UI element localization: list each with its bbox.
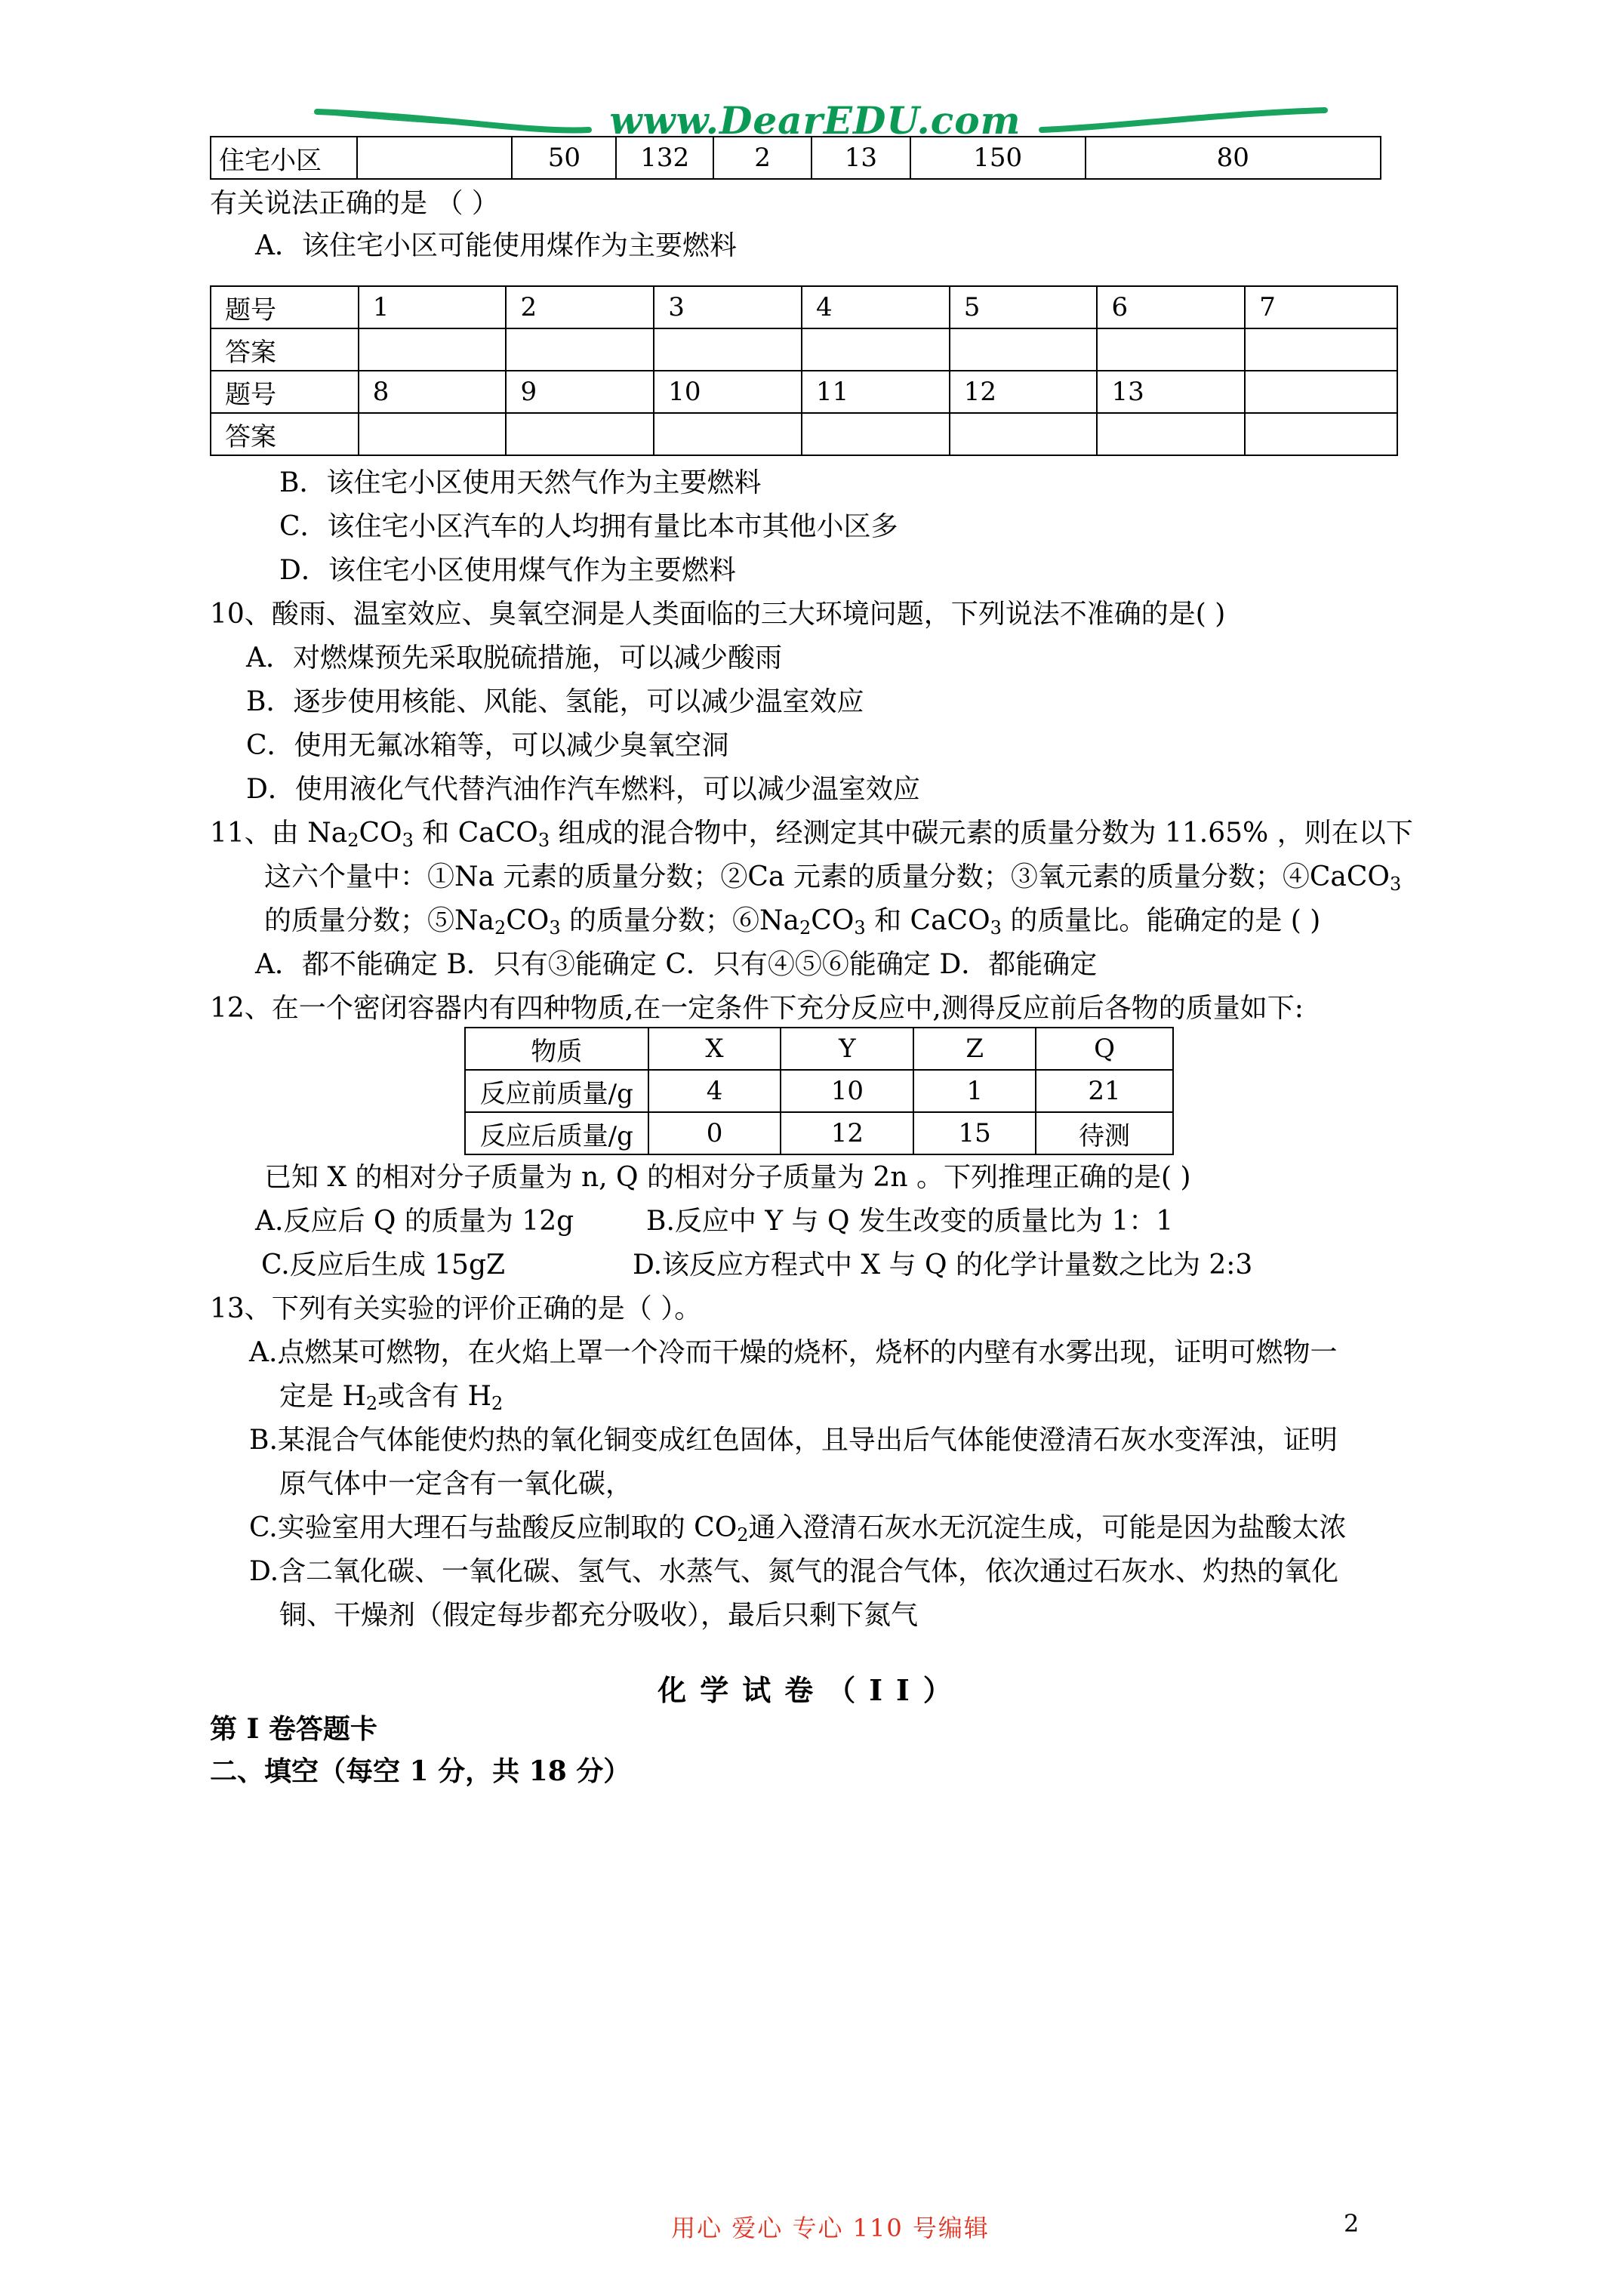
answer-cell[interactable] xyxy=(359,328,507,371)
table-cell: 12 xyxy=(950,371,1098,413)
q11-line-2: 这六个量中：①Na 元素的质量分数；②Ca 元素的质量分数；③氧元素的质量分数；④CaCO$_3$ xyxy=(264,861,1402,895)
table-cell: 0 xyxy=(648,1112,781,1154)
answer-card-heading: 第 I 卷答题卡 xyxy=(210,1713,377,1745)
footer-text: 用心 爱心 专心 110 号编辑 xyxy=(671,2214,990,2242)
table-cell: 21 xyxy=(1036,1070,1173,1112)
answer-cell[interactable] xyxy=(1097,413,1245,455)
table-cell: 10 xyxy=(781,1070,913,1112)
q12-stem: 12、在一个密闭容器内有四种物质,在一定条件下充分反应中,测得反应前后各物的质量如下: xyxy=(210,993,1304,1024)
table-cell: 2 xyxy=(713,137,812,179)
table-cell: 15 xyxy=(913,1112,1036,1154)
table-cell: 答案 xyxy=(211,413,359,455)
q12-option-c: C.反应后生成 15gZ xyxy=(261,1250,506,1281)
answer-cell[interactable] xyxy=(950,413,1098,455)
answer-cell[interactable] xyxy=(654,413,802,455)
table-cell: 80 xyxy=(1086,137,1381,179)
table-cell: 150 xyxy=(910,137,1086,179)
table-cell: 9 xyxy=(506,371,654,413)
fill-in-heading: 二、填空（每空 1 分，共 18 分） xyxy=(210,1755,631,1787)
table-cell: Y xyxy=(781,1028,913,1070)
table-cell: 反应前质量/g xyxy=(465,1070,648,1112)
table-cell: 10 xyxy=(654,371,802,413)
table-cell: 1 xyxy=(913,1070,1036,1112)
q13-stem: 13、下列有关实验的评价正确的是（ ）。 xyxy=(210,1293,702,1324)
q13-option-d-line2: 铜、干燥剂（假定每步都充分吸收），最后只剩下氮气 xyxy=(279,1600,919,1631)
table-cell: 132 xyxy=(616,137,713,179)
table-cell: 50 xyxy=(512,137,616,179)
q13-option-c: C.实验室用大理石与盐酸反应制取的 $CO_2$通入澄清石灰水无沉淀生成，可能是因为盐酸太浓 xyxy=(249,1512,1347,1546)
answer-cell[interactable] xyxy=(950,328,1098,371)
answer-cell[interactable] xyxy=(506,413,654,455)
q9-option-c: C．该住宅小区汽车的人均拥有量比本市其他小区多 xyxy=(279,511,898,542)
q11-line-1: 11、由 $Na_2CO_3$ 和 CaCO$_3$ 组成的混合物中，经测定其中碳元素的质量分数为 11.65% ，则在以下 xyxy=(210,818,1413,851)
table-cell: 5 xyxy=(950,286,1098,328)
table-cell: 1 xyxy=(359,286,507,328)
answer-cell[interactable] xyxy=(802,328,950,371)
table-cell: 题号 xyxy=(211,371,359,413)
answer-cell[interactable] xyxy=(1097,328,1245,371)
residential-data-row xyxy=(210,136,1381,180)
q9-option-b: B．该住宅小区使用天然气作为主要燃料 xyxy=(279,467,762,498)
q12-known: 已知 X 的相对分子质量为 n, Q 的相对分子质量为 2n 。下列推理正确的是( ) xyxy=(264,1162,1191,1193)
table-cell: 13 xyxy=(1097,371,1245,413)
table-cell xyxy=(357,137,513,179)
q12-option-b: B.反应中 Y 与 Q 发生改变的质量比为 1：1 xyxy=(646,1206,1174,1237)
answer-cell[interactable] xyxy=(359,413,507,455)
table-cell: 答案 xyxy=(211,328,359,371)
table-cell: 2 xyxy=(506,286,654,328)
table-cell: 7 xyxy=(1245,286,1397,328)
q12-option-d: D.该反应方程式中 X 与 Q 的化学计量数之比为 2:3 xyxy=(633,1250,1253,1281)
q10-option-c: C．使用无氟冰箱等，可以减少臭氧空洞 xyxy=(246,730,729,761)
answer-cell[interactable] xyxy=(1245,328,1397,371)
answer-cell[interactable] xyxy=(1245,413,1397,455)
answer-cell[interactable] xyxy=(654,328,802,371)
q10-option-b: B．逐步使用核能、风能、氢能，可以减少温室效应 xyxy=(246,686,864,717)
q13-option-b-line1: B.某混合气体能使灼热的氧化铜变成红色固体，且导出后气体能使澄清石灰水变浑浊，证明 xyxy=(249,1425,1338,1456)
table-cell: Q xyxy=(1036,1028,1173,1070)
table-cell: 待测 xyxy=(1036,1112,1173,1154)
q13-option-d-line1: D.含二氧化碳、一氧化碳、氢气、水蒸气、氮气的混合气体，依次通过石灰水、灼热的氧化 xyxy=(249,1556,1339,1587)
q13-option-b-line2: 原气体中一定含有一氧化碳， xyxy=(279,1469,633,1499)
table-cell: 题号 xyxy=(211,286,359,328)
table-cell: Z xyxy=(913,1028,1036,1070)
q10-stem: 10、酸雨、温室效应、臭氧空洞是人类面临的三大环境问题，下列说法不准确的是( ) xyxy=(210,599,1226,630)
answer-cell[interactable] xyxy=(506,328,654,371)
page-number: 2 xyxy=(1344,2209,1360,2238)
table-cell: 12 xyxy=(781,1112,913,1154)
q11-line-3: 的质量分数；$⑤Na_2CO_3$ 的质量分数；$⑥Na_2CO_3$ 和 CaCO$_3$ 的质量比。能确定的是 ( ) xyxy=(264,905,1321,938)
table-cell: 13 xyxy=(812,137,910,179)
table-cell: 3 xyxy=(654,286,802,328)
answer-sheet-table xyxy=(210,285,1398,456)
table-cell: 6 xyxy=(1097,286,1245,328)
table-cell: X xyxy=(648,1028,781,1070)
table-cell: 物质 xyxy=(465,1028,648,1070)
answer-cell[interactable] xyxy=(802,413,950,455)
q12-option-a: A.反应后 Q 的质量为 12g xyxy=(255,1206,574,1237)
q13-option-a-line1: A.点燃某可燃物，在火焰上罩一个冷而干燥的烧杯，烧杯的内壁有水雾出现，证明可燃物一 xyxy=(249,1337,1338,1368)
table-cell: 8 xyxy=(359,371,507,413)
q10-option-a: A．对燃煤预先采取脱硫措施，可以减少酸雨 xyxy=(246,643,782,673)
q10-option-d: D．使用液化气代替汽油作汽车燃料，可以减少温室效应 xyxy=(246,774,920,805)
table-cell: 11 xyxy=(802,371,950,413)
table-cell: 4 xyxy=(648,1070,781,1112)
table-cell: 反应后质量/g xyxy=(465,1112,648,1154)
q13-option-a-line2: 定是 $H_2$或含有 $H_2$ xyxy=(279,1381,504,1414)
q11-options: A．都不能确定 B．只有③能确定 C．只有④⑤⑥能确定 D．都能确定 xyxy=(255,949,1098,980)
site-header-logo: www.DearEDU.com xyxy=(609,98,1021,143)
row-label: 住宅小区 xyxy=(211,137,357,179)
table-cell xyxy=(1245,371,1397,413)
section-title: 化学试卷（II） xyxy=(658,1673,965,1707)
q12-mass-table xyxy=(464,1027,1174,1155)
table-cell: 4 xyxy=(802,286,950,328)
q9-prompt: 有关说法正确的是 （ ） xyxy=(210,188,499,219)
q9-option-d: D．该住宅小区使用煤气作为主要燃料 xyxy=(279,555,736,586)
q9-option-a: A．该住宅小区可能使用煤作为主要燃料 xyxy=(255,230,737,261)
